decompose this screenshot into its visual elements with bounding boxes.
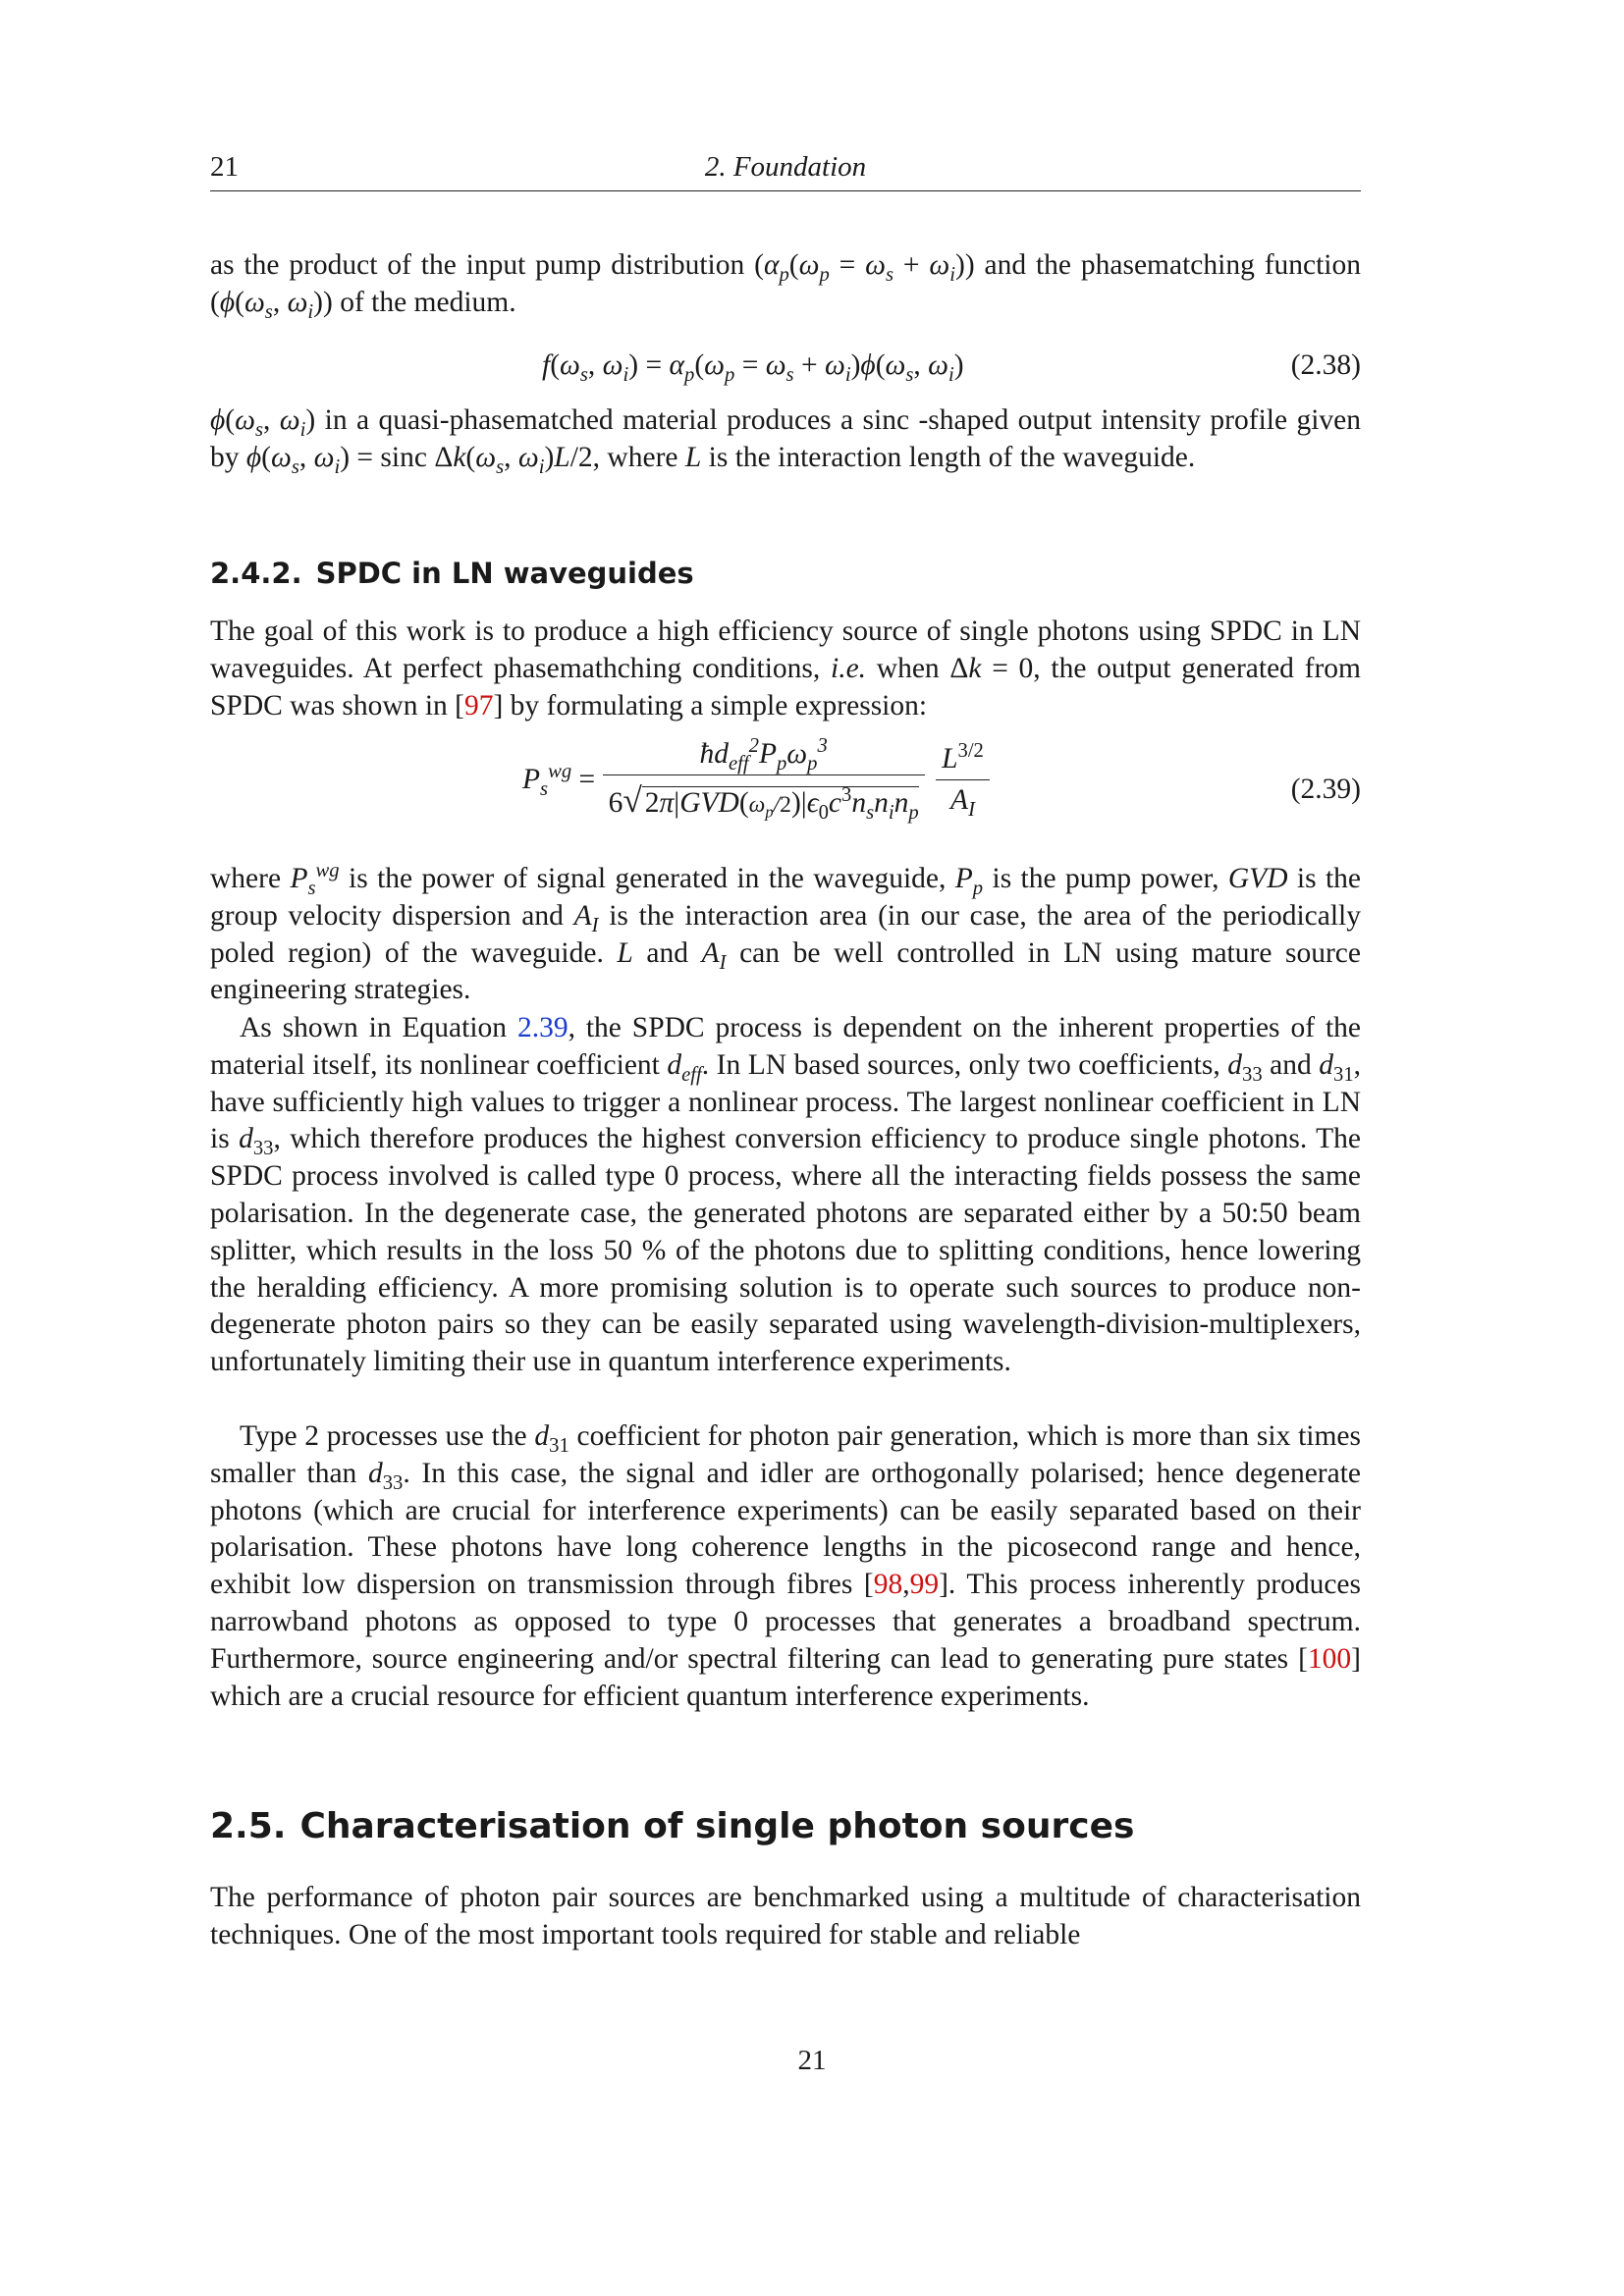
footer-page-number: 21	[797, 2045, 827, 2076]
paragraph-where: where $P_s^{wg}$ is the power of signal generated in the waveguide, $P_p$ is the pump power, GVD is the group velocity dispersion and $A_I$ is the interaction area (in our case, the area of the periodically poled region) of the waveguide. L and $A_I$ can be well controlled in LN using mature source engineering strategies.	[210, 860, 1362, 1006]
para4-text-b: is the power of signal generated in the waveguide,	[339, 863, 955, 894]
running-head	[210, 147, 1361, 191]
para3-text-c: = 0, the output generated from SPDC was shown in [	[210, 652, 1361, 721]
citation-separator: ,	[902, 1569, 910, 1601]
para5-text-d: and	[1262, 1048, 1320, 1081]
section-2-4-2-title: SPDC in LN waveguides	[315, 557, 694, 590]
section-heading-2-4-2	[210, 557, 694, 590]
citation-100[interactable]: 100	[1307, 1642, 1352, 1675]
header-page-number: 21	[210, 151, 239, 183]
para7-text: The performance of photon pair sources are benchmarked using a multitude of characterisation techniques. One of the most important tools required for stable and reliable	[210, 1882, 1361, 1950]
equation-2-38-number: (2.38)	[1290, 349, 1361, 381]
para5-text-c: . In LN based sources, only two coefficients,	[701, 1048, 1228, 1081]
para4-text-a: where	[210, 863, 291, 894]
paragraph-goal: The goal of this work is to produce a high efficiency source of single photons using SPDC in LN waveguides. At perfect phasemathching conditions, i.e. when Δk = 0, the output generated from SPDC was shown in [97] by formulating a simple expression:	[210, 615, 1361, 721]
para4-text-d: is the group velocity dispersion and	[210, 863, 1362, 932]
para4-text-g: can be well controlled in LN using mature source engineering strategies.	[210, 936, 1361, 1006]
paragraph-phasematching: $\phi(\omega_s$, $\omega_i$) in a quasi-phasematched material produces a sinc -shaped output intensity profile given by $\phi(\omega_s$, $\omega_i) = \sin c$ $\Delta k(\omega_s$, $\omega_i)L/2$, where L is the interaction length of the waveguide.	[210, 404, 1362, 478]
para1-text-b: ) and the phasematching function (	[210, 249, 1362, 318]
para1-text-c: ) of the medium.	[323, 286, 516, 318]
para5-text-e: , have sufficiently high values to trigger a nonlinear process. The largest nonlinear coefficient in LN is	[210, 1048, 1362, 1155]
para4-text-f: and	[632, 936, 702, 969]
paragraph-type2: Type 2 processes use the $d_{31}$ coefficient for photon pair generation, which is more than six times smaller than $d_{33}$. In this case, the signal and idler are orthogonally polarised; hence degenerate photons (which are crucial for interference experiments) can be easily separated based on their polarisation. These photons have long coherence lengths in the picosecond range and hence, exhibit low dispersion on transmission through fibres [98,99]. This process inherently produces narrowband photons as opposed to type 0 processes that generates a broadband spectrum. Furthermore, source engineering and/or spectral filtering can lead to generating pure states [100] which are a crucial resource for efficient quantum interference experiments.	[210, 1420, 1361, 1712]
equation-ref-2-39[interactable]: 2.39	[516, 1012, 568, 1043]
para1-text-a: as the product of the input pump distribution (	[210, 249, 764, 281]
para6-text-e: ] which are a crucial resource for efficient quantum interference experiments.	[210, 1642, 1361, 1712]
para3-text-d: ] by formulating a simple expression:	[493, 689, 928, 721]
para2-text-d: is the interaction length of the waveguide.	[701, 441, 1196, 473]
equation-2-39: $P_s^{wg}$ = $\frac{ħd_{eff}^2P_p\omega_p^3}{6√ 2\pi|GVD(\omega_p/2)|\epsilon_0c^3n_sn_in_p}$ $\frac{L^{3/2}}{A_I}$ (2.39)	[522, 735, 1361, 824]
section-2-5-number: 2.5.	[210, 1806, 287, 1846]
para3-text-a: The goal of this work is to produce a high efficiency source of single photons using SPDC in LN waveguides. At perfect phasemathching conditions,	[210, 615, 1361, 684]
section-2-4-2-number: 2.4.2.	[210, 557, 302, 590]
paragraph-characterisation	[210, 1880, 1361, 1954]
header-chapter-title: 2. Foundation	[704, 151, 867, 183]
citation-97[interactable]: 97	[463, 689, 494, 721]
para5-text-a: As shown in Equation	[240, 1012, 517, 1043]
citation-98[interactable]: 98	[873, 1569, 903, 1601]
para2-text-c: , where	[592, 441, 685, 473]
para4-text-e: is the interaction area (in our case, the area of the periodically poled region) of the waveguide.	[210, 899, 1361, 969]
para6-text-b: coefficient for photon pair generation, which is more than six times smaller than	[210, 1420, 1361, 1489]
paragraph-intro: as the product of the input pump distribution $(\alpha_p(\omega_p = \omega_s + \omega_i))$ and the phasematching function ($\phi(\omega_s$, $\omega_i$)) of the medium.	[210, 249, 1362, 323]
equation-2-39-number: (2.39)	[1290, 774, 1361, 805]
para6-text-c: . In this case, the signal and idler are orthogonally polarised; hence degenerate photons (which are crucial for interference experiments) can be easily separated based on their polarisation. These photons have long coherence lengths in the picosecond range and hence, exhibit low dispersion on transmission through fibres [	[210, 1457, 1361, 1601]
para3-text-b: when Δ	[866, 652, 969, 684]
section-2-5-title: Characterisation of single photon sources	[299, 1806, 1135, 1846]
citation-99[interactable]: 99	[909, 1569, 940, 1601]
para6-text-a: Type 2 processes use the	[240, 1420, 535, 1452]
section-heading-2-5	[210, 1806, 1134, 1846]
para4-text-c: is the pump power,	[983, 863, 1228, 894]
para5-text-b: , the SPDC process is dependent on the inherent properties of the material itself, its nonlinear coefficient	[210, 1012, 1361, 1081]
para3-ie: i.e.	[831, 652, 867, 684]
para6-text-d: ]. This process inherently produces narrowband photons as opposed to type 0 processes that generates a broadband spectrum. Furthermore, source engineering and/or spectral filtering can lead to generating pure states [	[210, 1569, 1361, 1675]
para5-text-f: , which therefore produces the highest conversion efficiency to produce single photons. The SPDC process involved is called type 0 process, where all the interacting fields possess the same polarisation. In the degenerate case, the generated photons are separated either by a 50:50 beam splitter, which results in the loss 50 % of the photons due to splitting conditions, hence lowering the heralding efficiency. A more promising solution is to operate such sources to produce non-degenerate photon pairs so they can be easily separated using wavelength-division-multiplexers, unfortunately limiting their use in quantum interference experiments.	[210, 1123, 1361, 1378]
para2-text-a: in a quasi-phasematched material produces a sinc -shaped output intensity profile given by	[210, 404, 1362, 473]
para2-text-b: = sinc Δ	[350, 441, 454, 473]
equation-2-38: $f(\omega_s$, $\omega_i) = \alpha_p(\omega_p = \omega_s + \omega_i)\phi(\omega_s$, $\omega_i$) (2.38)	[542, 349, 1361, 386]
paragraph-spdc-process: As shown in Equation 2.39, the SPDC process is dependent on the inherent properties of the material itself, its nonlinear coefficient $d_{eff}$. In LN based sources, only two coefficients, $d_{33}$ and $d_{31}$, have sufficiently high values to trigger a nonlinear process. The largest nonlinear coefficient in LN is $d_{33}$, which therefore produces the highest conversion efficiency to produce single photons. The SPDC process involved is called type 0 process, where all the interacting fields possess the same polarisation. In the degenerate case, the generated photons are separated either by a 50:50 beam splitter, which results in the loss 50 % of the photons due to splitting conditions, hence lowering the heralding efficiency. A more promising solution is to operate such sources to produce non-degenerate photon pairs so they can be easily separated using wavelength-division-multiplexers, unfortunately limiting their use in quantum interference experiments.	[210, 1012, 1362, 1378]
